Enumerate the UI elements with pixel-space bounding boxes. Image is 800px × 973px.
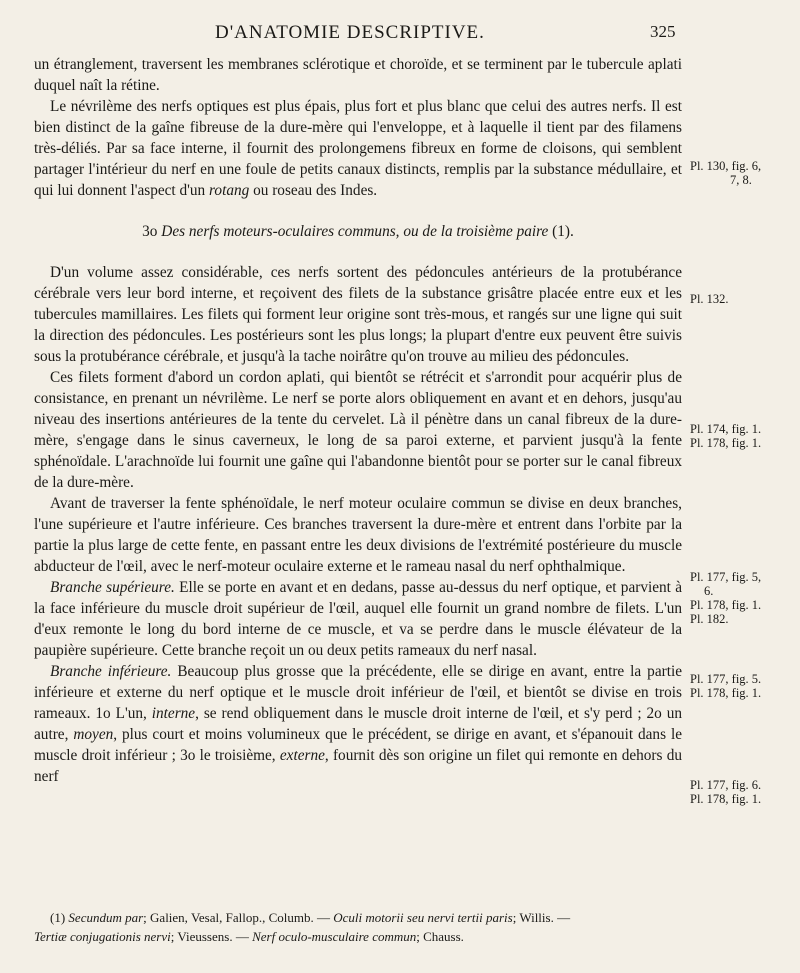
section-heading <box>34 221 682 242</box>
margin-note-4b: 6. <box>704 584 714 598</box>
paragraph-7 <box>34 661 682 787</box>
paragraph-2 <box>34 96 682 201</box>
paragraph-7-b: , se rend obliquement dans le muscle droit interne de l'œil, et s'y perd ; 2o un autre, <box>34 705 682 743</box>
paragraph-7-italic-3: externe <box>279 747 325 764</box>
margin-note-1b: 7, 8. <box>730 173 752 187</box>
paragraph-2-italic: rotang <box>209 182 250 199</box>
page-title: D'ANATOMIE DESCRIPTIVE. <box>215 22 485 43</box>
margin-note-5b: Pl. 178, fig. 1. <box>690 686 762 700</box>
paragraph-6-text: Elle se porte en avant et en dedans, passe au-dessus du nerf optique, et parvient à la face inférieure du muscle droit supérieur de l'œil, auquel elle fournit un grand nombre de filets. L'un d'eux remonte le long du bord interne de ce muscle, et va se perdre dans le muscle élévateur de la paupière supérieure. Cette branche reçoit un ou deux petits rameaux du nerf nasal. <box>34 579 683 659</box>
running-header <box>0 22 800 48</box>
margin-note-5a: Pl. 177, fig. 5. <box>690 672 762 686</box>
footnotes <box>34 908 792 946</box>
paragraph-4: Ces filets forment d'abord un cordon aplati, qui bientôt se rétrécit et s'arrondit pour acquérir plus de consistance, en prenant un névrilème. Le nerf se porte alors obliquement en avant et en dehors, jusqu'au niveau des insertions antérieures de la tente du cervelet. Là il pénètre dans un canal fibreux de la dure-mère, s'engage dans le sinus caverneux, le long de sa paroi externe, et parvient jusqu'à la fente sphénoïdale. L'arachnoïde lui fournit une gaîne qui l'abandonne bientôt pour se porter sur le canal fibreux de la dure-mère. <box>34 369 682 491</box>
margin-note-6b: Pl. 178, fig. 1. <box>690 792 762 806</box>
paragraph-1: un étranglement, traversent les membranes sclérotique et choroïde, et se terminent par le tubercule aplati duquel naît la rétine. <box>34 56 682 94</box>
footnote-1-italic-1: Secundum par <box>68 910 144 925</box>
branch-superior-title: Branche supérieure. <box>50 579 175 596</box>
paragraph-6 <box>34 577 682 661</box>
paragraph-7-italic-1: interne <box>151 705 196 722</box>
margin-note-2a: Pl. 132. <box>690 292 729 306</box>
margin-note-4 <box>690 570 800 626</box>
body-text <box>34 54 682 787</box>
paragraph-7-italic-2: moyen <box>73 726 114 743</box>
margin-note-5 <box>690 672 800 700</box>
page-number: 325 <box>650 22 676 41</box>
margin-note-1 <box>690 159 800 187</box>
paragraph-2-end: ou roseau des Indes. <box>253 182 378 199</box>
margin-note-3a: Pl. 174, fig. 1. <box>690 422 762 436</box>
footnote-2-text-1: ; Vieussens. — <box>170 929 249 944</box>
paragraph-7-c: , plus court et moins volumineux que le précédent, se dirige en avant, et s'épanouit dans le muscle droit inférieur ; 3o le troisième, <box>34 726 682 764</box>
footnote-1-text-1: ; Galien, Vesal, Fallop., Columb. — <box>143 910 330 925</box>
paragraph-7-d: , fournit dès son origine un filet qui remonte en dehors du nerf <box>34 747 683 785</box>
section-number: 3o <box>142 223 158 240</box>
footnote-2-italic-1: Tertiæ conjugationis nervi <box>34 929 171 944</box>
branch-inferior-title: Branche inférieure. <box>50 663 172 680</box>
footnote-line-1 <box>34 908 792 927</box>
footnote-number: (1) <box>50 910 66 925</box>
paragraph-7-a: Beaucoup plus grosse que la précédente, elle se dirige en avant, entre la partie inférieure et externe du nerf optique et le muscle droit inférieur de l'œil, et bientôt se divise en trois rameaux. 1o L'un, <box>34 663 682 722</box>
paragraph-3: D'un volume assez considérable, ces nerfs sortent des pédoncules antérieurs de la protubérance cérébrale vers leur bord interne, et reçoivent des filets de la substance grisâtre placée entre eux et les tubercules mamillaires. Les filets qui forment leur origine sont très-mous, et rangés sur une ligne qui suit la direction des pédoncules. Les postérieurs sont les plus longs; la plupart d'entre eux peuvent être suivis sous la protubérance cérébrale, et jusqu'à la tache noirâtre qu'on trouve au milieu des pédoncules. <box>34 264 682 365</box>
margin-note-1a: Pl. 130, fig. 6, <box>690 159 762 173</box>
margin-note-6a: Pl. 177, fig. 6. <box>690 778 762 792</box>
margin-note-4c: Pl. 178, fig. 1. <box>690 598 762 612</box>
footnote-2-italic-2: Nerf oculo-musculaire commun <box>252 929 417 944</box>
margin-note-4a: Pl. 177, fig. 5, <box>690 570 762 584</box>
paragraph-5: Avant de traverser la fente sphénoïdale, le nerf moteur oculaire commun se divise en deux branches, l'une supérieure et l'autre inférieure. Ces branches traversent la dure-mère et entrent dans l'orbite par la partie la plus large de cette fente, en passant entre les deux divisions de l'extrémité postérieure du muscle abducteur de l'œil, avec le nerf-moteur oculaire externe et le rameau nasal du nerf ophthalmique. <box>34 495 682 575</box>
paragraph-2-text: Le névrilème des nerfs optiques est plus épais, plus fort et plus blanc que celui des autres nerfs. Il est bien distinct de la gaîne fibreuse de la dure-mère qui l'enveloppe, et à laquelle il tient par des filamens très-déliés. Par sa face interne, il fournit des prolongemens fibreux en forme de cloisons, qui semblent partager l'intérieur du nerf en une foule de petits canaux distincts, remplis par la substance médullaire, et qui lui donnent l'aspect d'un <box>34 98 682 199</box>
margin-note-2 <box>690 292 800 306</box>
margin-note-6 <box>690 778 800 806</box>
margin-note-3b: Pl. 178, fig. 1. <box>690 436 762 450</box>
footnote-line-2 <box>34 927 792 946</box>
section-footnote-ref: (1). <box>552 223 574 240</box>
footnote-1-italic-2: Oculi motorii seu nervi tertii paris <box>333 910 513 925</box>
footnote-1-text-2: ; Willis. — <box>512 910 571 925</box>
footnote-2-text-2: ; Chauss. <box>416 929 464 944</box>
margin-note-3 <box>690 422 800 450</box>
section-heading-text: Des nerfs moteurs-oculaires communs, ou de la troisième paire <box>161 223 549 240</box>
margin-note-4d: Pl. 182. <box>690 612 729 626</box>
